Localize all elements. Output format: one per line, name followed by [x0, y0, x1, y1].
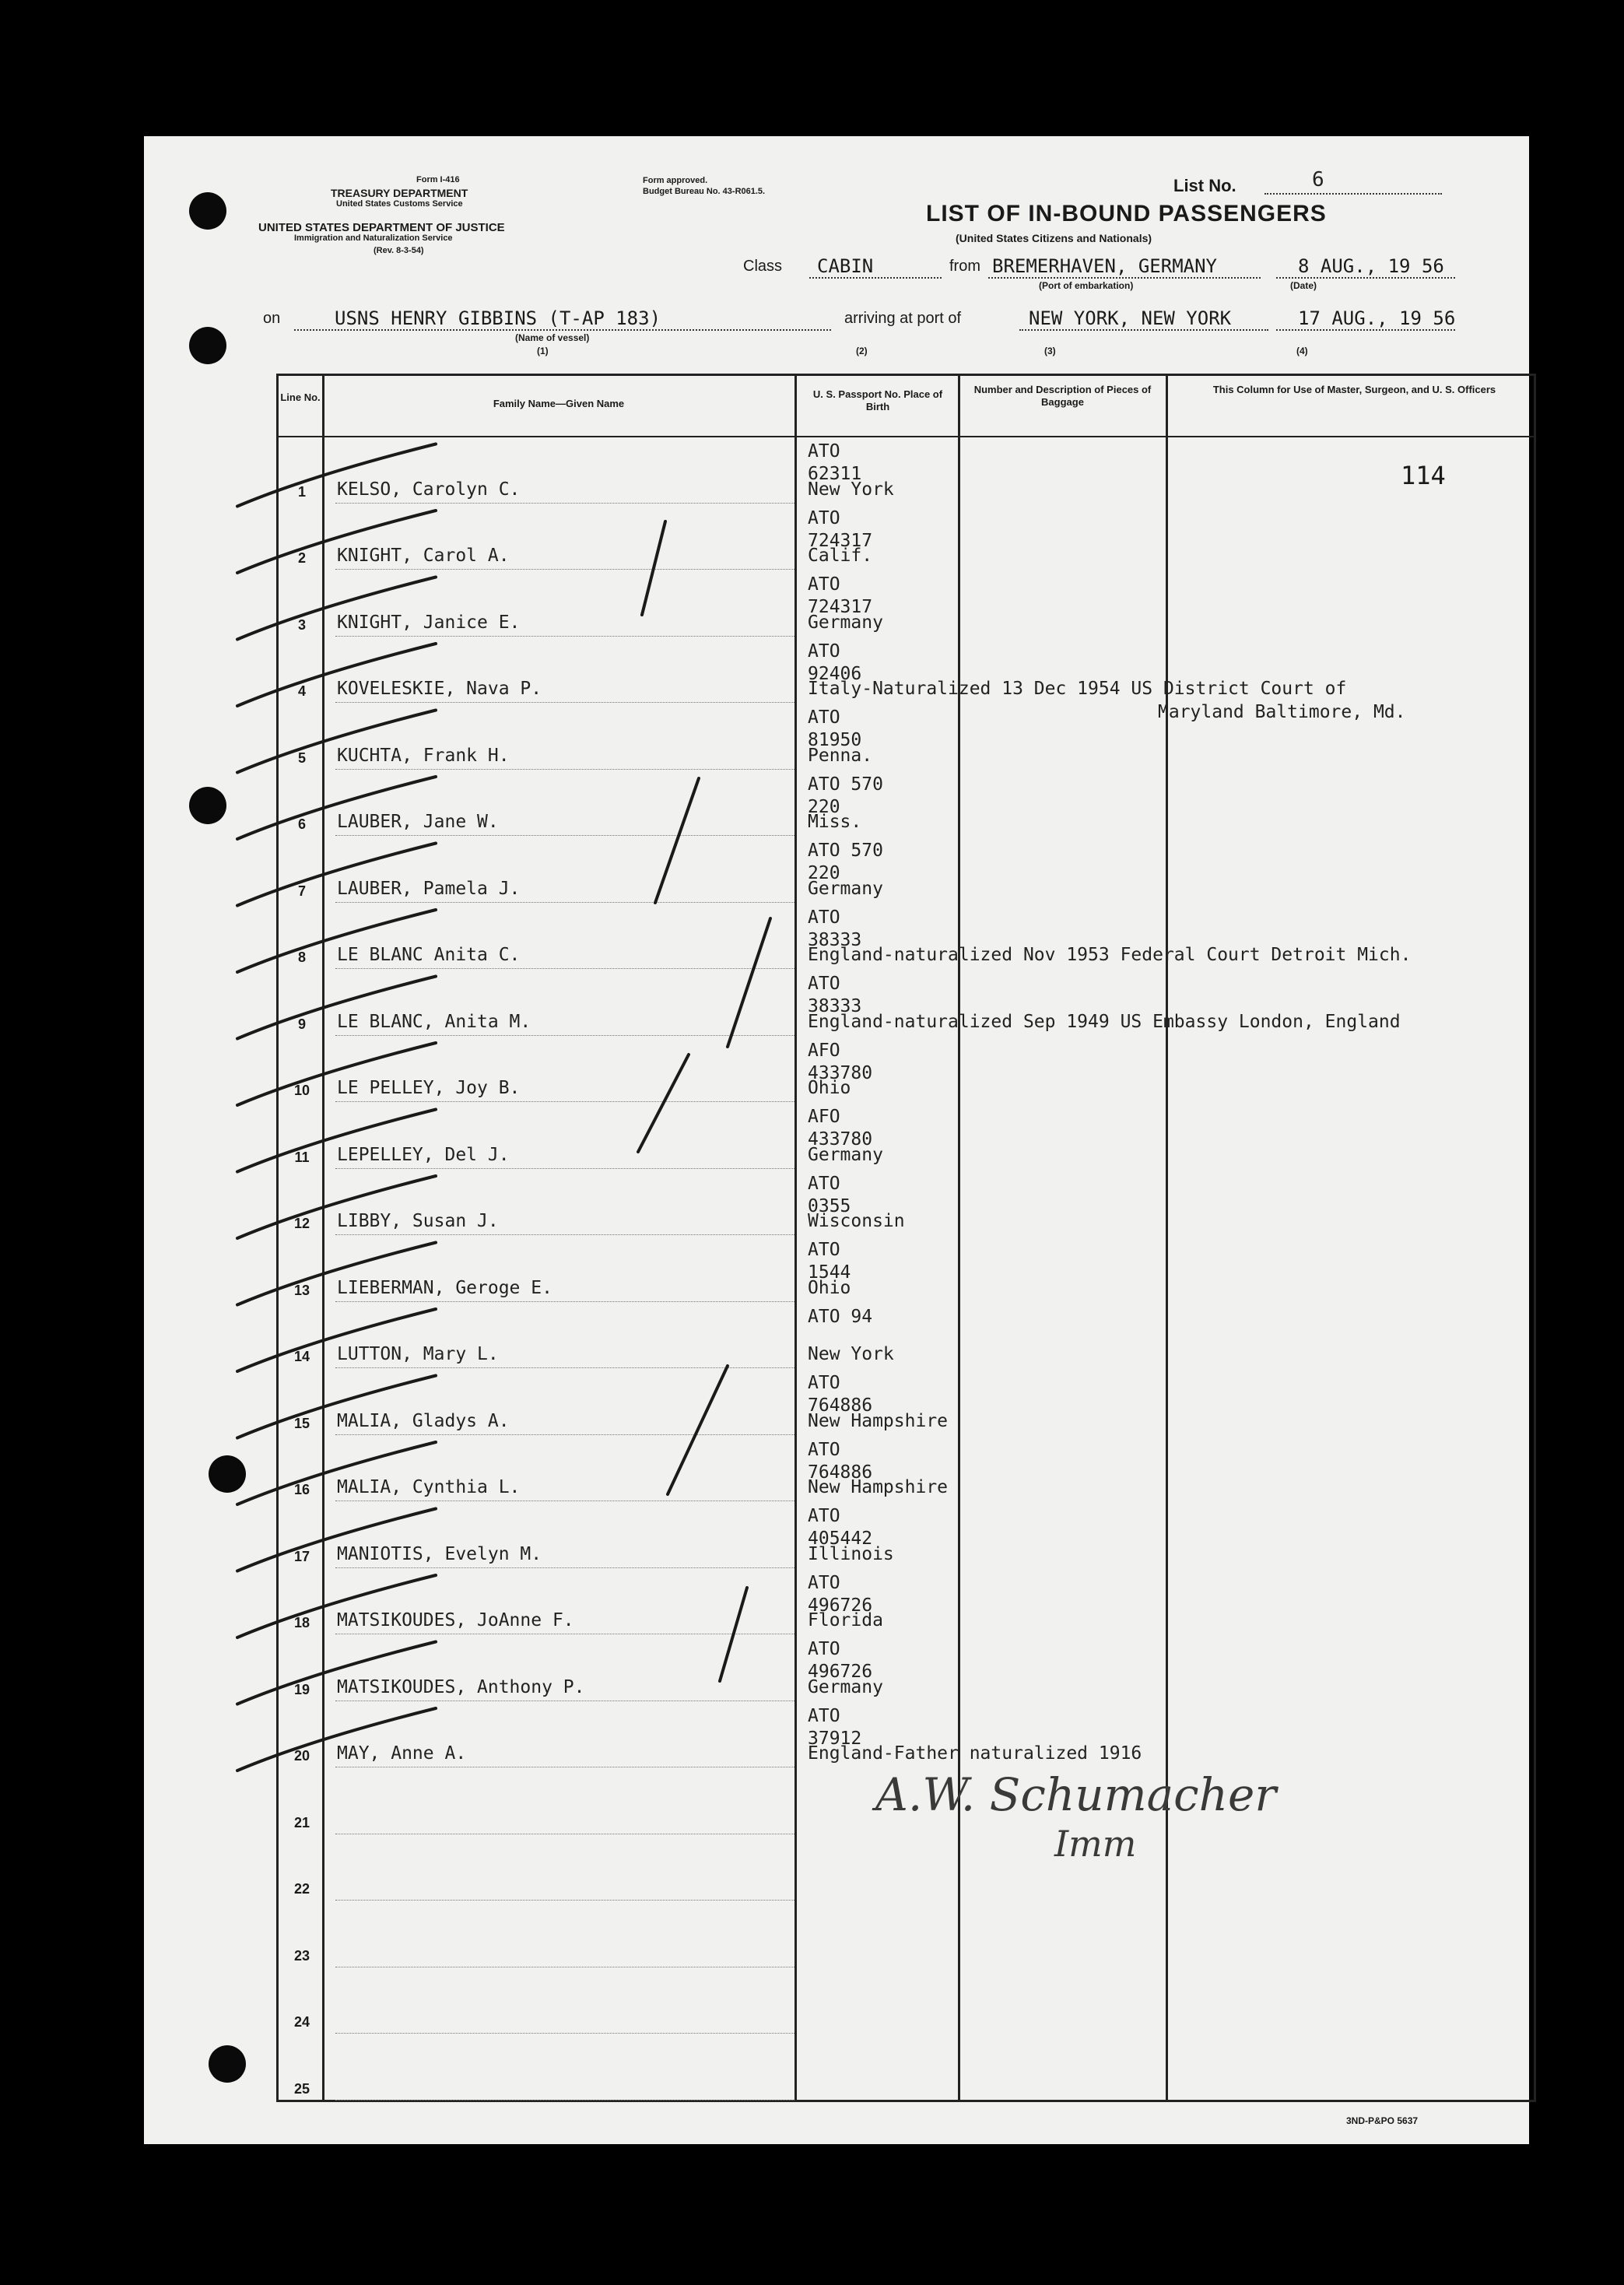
row-rule [335, 902, 794, 903]
date-arrive-value: 17 AUG., 19 56 [1298, 307, 1456, 329]
place-of-birth: Calif. [808, 546, 873, 566]
binder-hole [189, 192, 226, 230]
passenger-name: LIBBY, Susan J. [337, 1211, 499, 1231]
col-num-1: (1) [537, 346, 549, 356]
row-rule [335, 1168, 794, 1169]
row-rule [335, 968, 794, 969]
passport-number: ATO 94 [808, 1306, 873, 1327]
passport-number: ATO 764886 [808, 1373, 873, 1416]
place-of-birth: England-naturalized Nov 1953 Federal Court Detroit Mich. [808, 945, 1412, 965]
passenger-name: KELSO, Carolyn C. [337, 479, 521, 500]
passport-number: ATO 570 220 [808, 774, 883, 817]
passport-number: ATO 62311 [808, 441, 862, 484]
port-embark-caption: (Port of embarkation) [1039, 280, 1134, 291]
place-of-birth: New York [808, 479, 894, 500]
line-number: 21 [293, 1814, 310, 1830]
col-header-passport: U. S. Passport No. Place of Birth [812, 388, 943, 412]
signature: A.W. Schumacher [875, 1768, 1277, 1821]
line-number: 23 [293, 1947, 310, 1964]
line-number: 11 [294, 1149, 310, 1165]
list-no-label: List No. [1173, 176, 1236, 195]
line-number: 12 [293, 1216, 310, 1231]
passenger-name: MATSIKOUDES, JoAnne F. [337, 1610, 574, 1630]
place-of-birth: New York [808, 1344, 894, 1364]
row-rule [335, 503, 794, 504]
row-rule [335, 2033, 794, 2034]
line-number: 8 [297, 949, 306, 965]
justice-dept: UNITED STATES DEPARTMENT OF JUSTICE [258, 221, 505, 234]
arrival-port-value: NEW YORK, NEW YORK [1029, 307, 1232, 329]
place-of-birth: Germany [808, 1144, 883, 1165]
list-no-value: 6 [1312, 168, 1324, 191]
passenger-name: MAY, Anne A. [337, 1743, 467, 1764]
line-number: 5 [297, 749, 306, 766]
passenger-name: LAUBER, Pamela J. [337, 878, 521, 899]
list-no-line [1264, 193, 1442, 195]
col-num-3: (3) [1044, 346, 1056, 356]
officer-count: 114 [1401, 461, 1446, 490]
date-arrive-line [1276, 329, 1455, 331]
page-title: LIST OF IN-BOUND PASSENGERS [926, 201, 1327, 226]
passenger-name: LE PELLEY, Joy B. [337, 1078, 521, 1098]
passenger-name: MALIA, Cynthia L. [337, 1477, 521, 1497]
row-rule [335, 1567, 794, 1568]
col-num-4: (4) [1296, 346, 1308, 356]
passenger-name: LUTTON, Mary L. [337, 1344, 499, 1364]
printer-code: 3ND-P&PO 5637 [1346, 2115, 1419, 2126]
class-value: CABIN [817, 255, 874, 277]
line-number: 3 [297, 616, 306, 633]
passport-number: ATO 37912 [808, 1705, 862, 1749]
passport-number: ATO 724317 [808, 574, 873, 617]
passenger-name: LEPELLEY, Del J. [337, 1144, 510, 1165]
line-number: 13 [293, 1282, 310, 1298]
row-rule [335, 835, 794, 836]
passport-number: AFO 433780 [808, 1040, 873, 1083]
line-number: 22 [293, 1881, 310, 1897]
line-number: 16 [293, 1482, 310, 1497]
vessel-value: USNS HENRY GIBBINS (T-AP 183) [335, 307, 661, 329]
from-label: from [949, 258, 980, 275]
row-rule [335, 702, 794, 703]
vessel-line [294, 329, 831, 331]
port-embark-value: BREMERHAVEN, GERMANY [992, 255, 1217, 277]
passenger-name: LE BLANC, Anita M. [337, 1011, 531, 1032]
ins: Immigration and Naturalization Service [294, 233, 453, 243]
col-header-name: Family Name—Given Name [493, 398, 625, 409]
passport-number: ATO 38333 [808, 907, 862, 950]
class-line [809, 277, 942, 279]
place-of-birth: England-Father naturalized 1916 [808, 1743, 1142, 1764]
page-subtitle: (United States Citizens and Nationals) [956, 232, 1152, 244]
budget-bureau: Budget Bureau No. 43-R061.5. [643, 187, 766, 196]
place-of-birth: Ohio [808, 1078, 851, 1098]
signature-title: Imm [1054, 1823, 1137, 1865]
line-number: 20 [293, 1748, 310, 1764]
row-rule [335, 1301, 794, 1302]
class-label: Class [743, 258, 783, 275]
binder-hole [209, 2045, 246, 2083]
row-rule [335, 1900, 794, 1901]
passport-number: ATO 570 220 [808, 841, 883, 883]
passport-number: ATO 92406 [808, 641, 862, 684]
line-number: 19 [293, 1681, 310, 1697]
passenger-name: KOVELESKIE, Nava P. [337, 679, 542, 699]
vessel-caption: (Name of vessel) [515, 332, 590, 343]
line-number: 9 [297, 1016, 306, 1032]
binder-hole [189, 787, 226, 824]
treasury-dept: TREASURY DEPARTMENT [331, 187, 468, 199]
passport-number: ATO 724317 [808, 507, 873, 551]
row-rule [335, 2100, 794, 2101]
date-caption: (Date) [1290, 280, 1317, 291]
line-number: 24 [293, 2014, 310, 2030]
place-of-birth: Germany [808, 1676, 883, 1697]
place-of-birth: Italy-Naturalized 13 Dec 1954 US District Court of [808, 679, 1347, 699]
place-of-birth: Penna. [808, 745, 873, 766]
passenger-name: LAUBER, Jane W. [337, 812, 499, 832]
revision: (Rev. 8-3-54) [374, 246, 424, 255]
line-number: 14 [293, 1349, 310, 1364]
line-number: 7 [297, 883, 306, 899]
col-num-2: (2) [856, 346, 868, 356]
line-number: 25 [293, 2080, 310, 2097]
row-rule [335, 1434, 794, 1435]
place-of-birth: Florida [808, 1610, 883, 1630]
passport-number: ATO 1544 [808, 1240, 851, 1283]
place-of-birth: New Hampshire [808, 1477, 949, 1497]
port-embark-line [988, 277, 1261, 279]
passenger-name: KUCHTA, Frank H. [337, 745, 510, 766]
place-of-birth: Illinois [808, 1543, 894, 1564]
form-approved: Form approved. [643, 176, 708, 185]
line-number: 4 [297, 683, 306, 699]
line-number: 15 [293, 1415, 310, 1431]
passenger-name: MATSIKOUDES, Anthony P. [337, 1676, 585, 1697]
passenger-name: MANIOTIS, Evelyn M. [337, 1543, 542, 1564]
passport-number: ATO 38333 [808, 974, 862, 1016]
place-of-birth: Miss. [808, 812, 862, 832]
line-number: 17 [293, 1548, 310, 1564]
form-number: Form I-416 [416, 175, 460, 184]
place-of-birth: England-naturalized Sep 1949 US Embassy London, England [808, 1011, 1401, 1032]
place-of-birth: Germany [808, 612, 883, 633]
line-number: 18 [293, 1615, 310, 1630]
date-depart-line [1276, 277, 1455, 279]
passenger-name: KNIGHT, Janice E. [337, 612, 521, 633]
binder-hole [189, 327, 226, 364]
row-rule [335, 1234, 794, 1235]
col-header-line-no: Line No. [280, 391, 321, 403]
passenger-table [276, 374, 1536, 2102]
passport-number: ATO 496726 [808, 1572, 873, 1616]
line-number: 6 [297, 816, 306, 832]
passport-number: ATO 496726 [808, 1639, 873, 1682]
place-of-birth: Wisconsin [808, 1211, 905, 1231]
passenger-name: KNIGHT, Carol A. [337, 546, 510, 566]
col-header-officers: This Column for Use of Master, Surgeon, and U. S. Officers [1212, 384, 1496, 395]
passport-number: AFO 433780 [808, 1107, 873, 1150]
row-rule [335, 1035, 794, 1036]
row-rule [335, 636, 794, 637]
passenger-name: LIEBERMAN, Geroge E. [337, 1277, 552, 1298]
row-rule [335, 1367, 794, 1368]
binder-hole [209, 1455, 246, 1493]
col-header-baggage: Number and Description of Pieces of Baggage [973, 384, 1152, 408]
arrival-port-line [1019, 329, 1268, 331]
row-rule [335, 769, 794, 770]
place-of-birth: New Hampshire [808, 1410, 949, 1431]
birth-note: Maryland Baltimore, Md. [1158, 702, 1406, 722]
passport-number: ATO 0355 [808, 1173, 851, 1216]
arriving-label: arriving at port of [844, 310, 962, 327]
customs-service: United States Customs Service [336, 199, 463, 209]
passport-number: ATO 81950 [808, 707, 862, 750]
passenger-name: MALIA, Gladys A. [337, 1410, 510, 1431]
place-of-birth: Ohio [808, 1277, 851, 1298]
place-of-birth: Germany [808, 878, 883, 899]
passport-number: ATO 764886 [808, 1439, 873, 1483]
row-rule [335, 569, 794, 570]
date-depart-value: 8 AUG., 19 56 [1298, 255, 1444, 277]
on-label: on [263, 310, 281, 327]
line-number: 1 [297, 483, 306, 500]
row-rule [335, 1101, 794, 1102]
passenger-name: LE BLANC Anita C. [337, 945, 521, 965]
line-number: 10 [293, 1083, 310, 1098]
passport-number: ATO 405442 [808, 1506, 873, 1549]
line-number: 2 [297, 550, 306, 566]
